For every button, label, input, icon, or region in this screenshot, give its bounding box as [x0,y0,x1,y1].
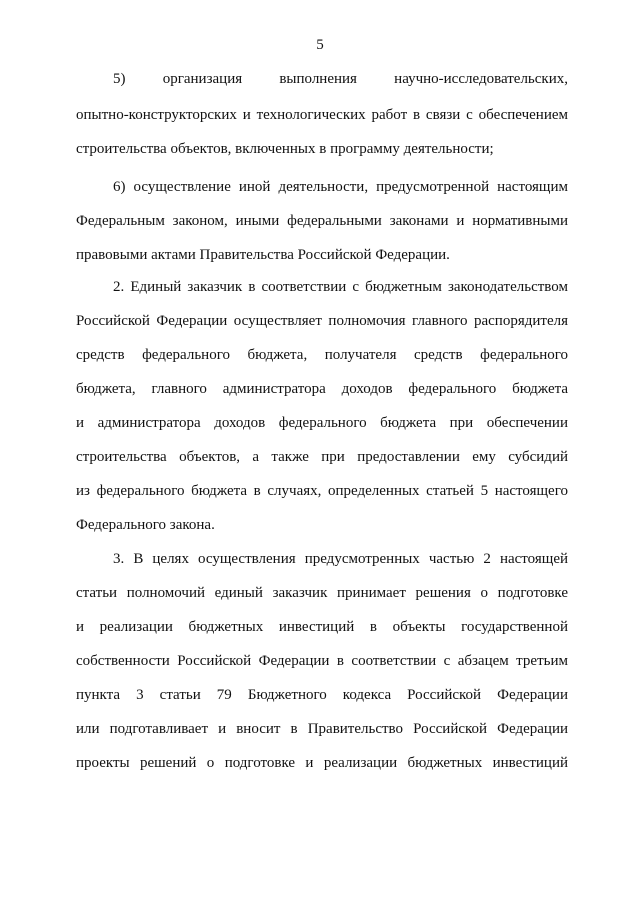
text-line: 5) организация выполнения научно-исследовательских, [113,71,568,87]
text-line: и реализации бюджетных инвестиций в объекты государственной [76,619,568,635]
text-line: бюджета, главного администратора доходов федерального бюджета [76,381,568,397]
text-line: 2. Единый заказчик в соответствии с бюджетным законодательством [113,279,568,295]
text-line: строительства объектов, включенных в программу деятельности; [76,141,494,157]
text-line: 3. В целях осуществления предусмотренных частью 2 настоящей [113,551,568,567]
text-line: статьи полномочий единый заказчик принимает решения о подготовке [76,585,568,601]
text-line: пункта 3 статьи 79 Бюджетного кодекса Российской Федерации [76,687,568,703]
text-line: опытно-конструкторских и технологических работ в связи с обеспечением [76,107,568,123]
text-line: 6) осуществление иной деятельности, предусмотренной настоящим [113,179,568,195]
text-line: Федеральным законом, иными федеральными законами и нормативными [76,213,568,229]
text-line: из федерального бюджета в случаях, определенных статьей 5 настоящего [76,483,568,499]
text-line: или подготавливает и вносит в Правительство Российской Федерации [76,721,568,737]
text-line: и администратора доходов федерального бюджета при обеспечении [76,415,568,431]
text-line: правовыми актами Правительства Российской Федерации. [76,247,450,263]
text-line: собственности Российской Федерации в соответствии с абзацем третьим [76,653,568,669]
page-number: 5 [316,37,324,53]
text-line: средств федерального бюджета, получателя средств федерального [76,347,568,363]
text-line: строительства объектов, а также при предоставлении ему субсидий [76,449,568,465]
text-line: проекты решений о подготовке и реализации бюджетных инвестиций [76,755,568,771]
text-line: Федерального закона. [76,517,215,533]
text-line: Российской Федерации осуществляет полномочия главного распорядителя [76,313,568,329]
